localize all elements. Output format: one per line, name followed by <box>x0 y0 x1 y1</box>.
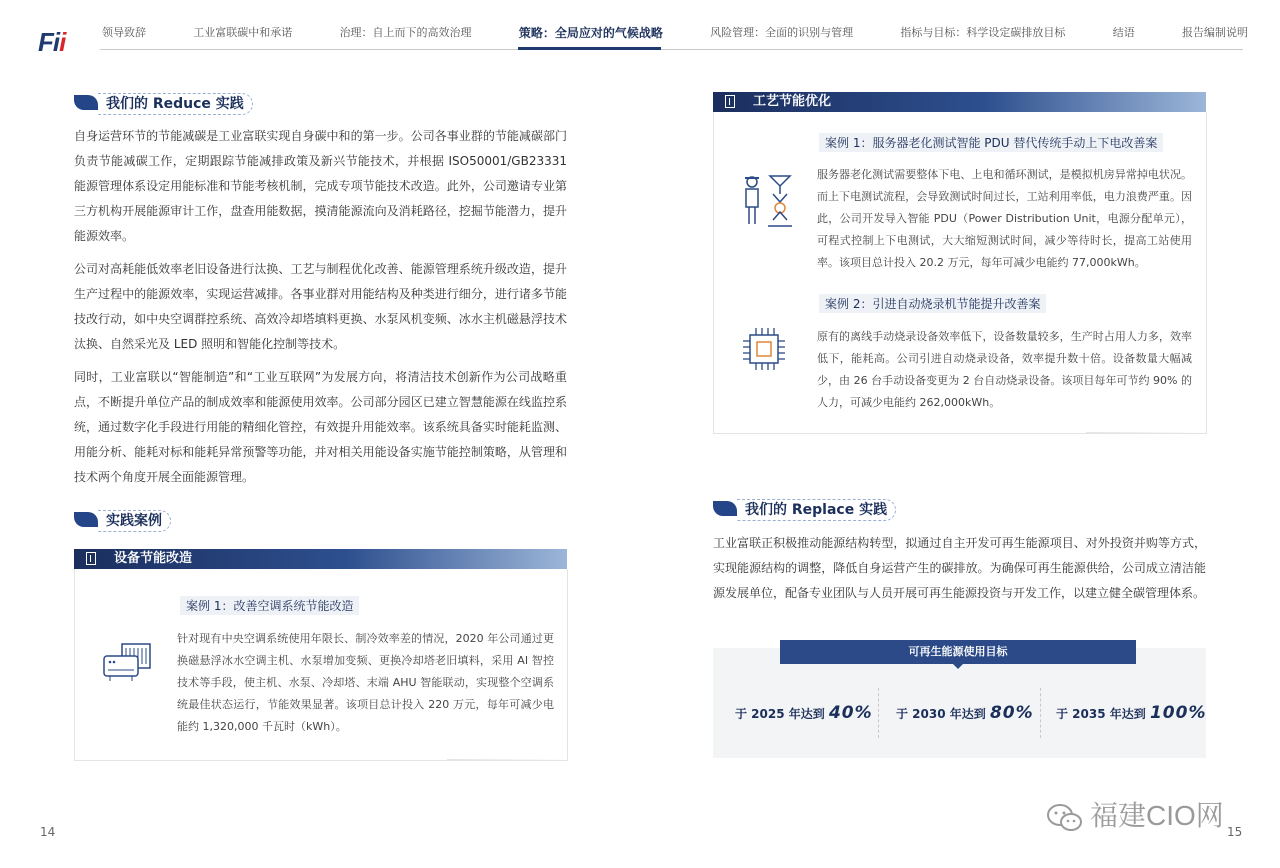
server-test-worker-icon <box>740 172 796 228</box>
nav-item-conclusion[interactable]: 结语 <box>1112 26 1135 39</box>
right-case2-text: 原有的离线手动烧录设备效率低下，设备数量较多，生产时占用人力多，效率低下，能耗高。公司引进自动烧录设备，效率提升数十倍。设备数量大幅减少，由 26 台手动设备变更为 2 台自动烧录设备。该项目每年可节约 90% 的人力，可减少电能约 262,000kWh。 <box>817 330 1192 409</box>
nav-item-leadership[interactable]: 领导致辞 <box>102 26 146 39</box>
goal-2030: 于 2030 年达到 80% <box>896 703 1034 723</box>
nav-divider <box>100 49 1243 50</box>
document-icon <box>86 552 96 565</box>
right-case1-title: 案例 1：服务器老化测试智能 PDU 替代传统手动上下电改善案 <box>819 133 1163 152</box>
goal-divider <box>878 688 879 738</box>
company-logo[interactable]: Fii <box>38 27 66 57</box>
equipment-band: 设备节能改造 <box>74 549 567 569</box>
section-marker-icon <box>74 512 98 527</box>
reduce-body <box>74 124 567 498</box>
page-number-right: 15 <box>1227 825 1243 839</box>
renewable-goal-panel <box>713 645 1207 758</box>
nav-item-risk[interactable]: 风险管理：全面的识别与管理 <box>710 26 854 39</box>
nav-bar <box>100 24 1250 41</box>
reduce-paragraph-1: 自身运营环节的节能减碳是工业富联实现自身碳中和的第一步。公司各事业群的节能减碳部门负责节能减碳工作，定期跟踪节能减排政策及新兴节能技术，并根据 ISO50001/GB23331 能源管理体系设定用能标准和节能考核机制，完成专项节能技术改造。此外，公司邀请专业第三方机构开展能源审计工作，盘查用能数据，摸清能源流向及消耗路径，挖掘节能潜力，提升能源效率。 <box>74 129 567 243</box>
process-band: 工艺节能优化 <box>713 92 1206 112</box>
reduce-paragraph-3: 同时，工业富联以“智能制造”和“工业互联网”为发展方向，将清洁技术创新作为公司战略重点，不断提升单位产品的制成效率和能源使用效率。公司部分园区已建立智慧能源在线监控系统，通过数字化手段进行用能的精细化管控，有效提升用能效率。该系统具备实时能耗监测、用能分析、能耗对标和能耗异常预警等功能，并对相关用能设备实施节能控制策略，从管理和技术两个角度开展全面能源管理。 <box>74 370 567 484</box>
replace-paragraph: 工业富联正积极推动能源结构转型，拟通过自主开发可再生能源项目、对外投资并购等方式，实现能源结构的调整，降低自身运营产生的碳排放。为确保可再生能源供给，公司成立清洁能源发展单位，配备专业团队与人员开展可再生能源投资与开发工作，以建立健全碳管理体系。 <box>713 536 1206 600</box>
nav-item-strategy[interactable]: 策略：全局应对的气候战略 <box>518 26 663 40</box>
air-conditioner-icon <box>102 642 152 684</box>
goal-header: 可再生能源使用目标 <box>780 640 1136 664</box>
chip-icon <box>740 325 788 373</box>
goal-2035: 于 2035 年达到 100% <box>1056 703 1207 723</box>
goal-divider <box>1040 688 1041 738</box>
left-case1-title: 案例 1：改善空调系统节能改造 <box>180 596 359 615</box>
replace-body <box>713 531 1206 614</box>
nav-active-indicator <box>518 47 661 50</box>
watermark: 福建CIO网 <box>1046 794 1224 834</box>
section-marker-icon <box>713 501 737 516</box>
goal-2025: 于 2025 年达到 40% <box>735 703 873 723</box>
document-icon <box>725 95 735 108</box>
page-number-left: 14 <box>40 825 56 839</box>
right-case1-text: 服务器老化测试需要整体下电、上电和循环测试，是模拟机房异常掉电状况。而上下电测试流程，会导致测试时间过长，工站利用率低，电力浪费严重。因此，公司开发导入智能 PDU（Power Distribution Unit，电源分配单元），可程式控制上下电测试，大大缩短测试时间，减少等待时长，提高工站使用率。该项目总计投入 20.2 万元，每年可减少电能约 77,000kWh。 <box>817 168 1192 269</box>
nav-item-report-notes[interactable]: 报告编制说明 <box>1181 26 1248 39</box>
left-case1-text: 针对现有中央空调系统使用年限长、制冷效率差的情况，2020 年公司通过更换磁悬浮冰水空调主机、水泵增加变频、更换冷却塔老旧填料，采用 AI 智控技术等手段，使主机、水泵、冷却塔、末端 AHU 智能联动，实现整个空调系统最佳状态运行，节能效果显著。该项目总计投入 220 万元，每年可减少电能约 1,320,000 千瓦时（kWh）。 <box>177 632 554 733</box>
logo-accent: i <box>59 27 66 57</box>
section-marker-icon <box>74 95 98 110</box>
top-navigation <box>0 0 1280 57</box>
wechat-icon <box>1046 802 1084 834</box>
nav-item-governance[interactable]: 治理：自上而下的高效治理 <box>339 26 472 39</box>
nav-item-commitment[interactable]: 工业富联碳中和承诺 <box>193 26 293 39</box>
nav-item-metrics[interactable]: 指标与目标：科学设定碳排放目标 <box>900 26 1066 39</box>
right-case2-title: 案例 2：引进自动烧录机节能提升改善案 <box>819 294 1046 313</box>
reduce-paragraph-2: 公司对高耗能低效率老旧设备进行汰换、工艺与制程优化改善、能源管理系统升级改造，提升生产过程中的能源效率，实现运营减排。各事业群对用能结构及种类进行细分，进行诸多节能技改行动，如中央空调群控系统、高效冷却塔填料更换、水泵风机变频、冰水主机磁悬浮技术汰换、自然采光及 LED 照明和智能化控制等技术。 <box>74 262 567 351</box>
